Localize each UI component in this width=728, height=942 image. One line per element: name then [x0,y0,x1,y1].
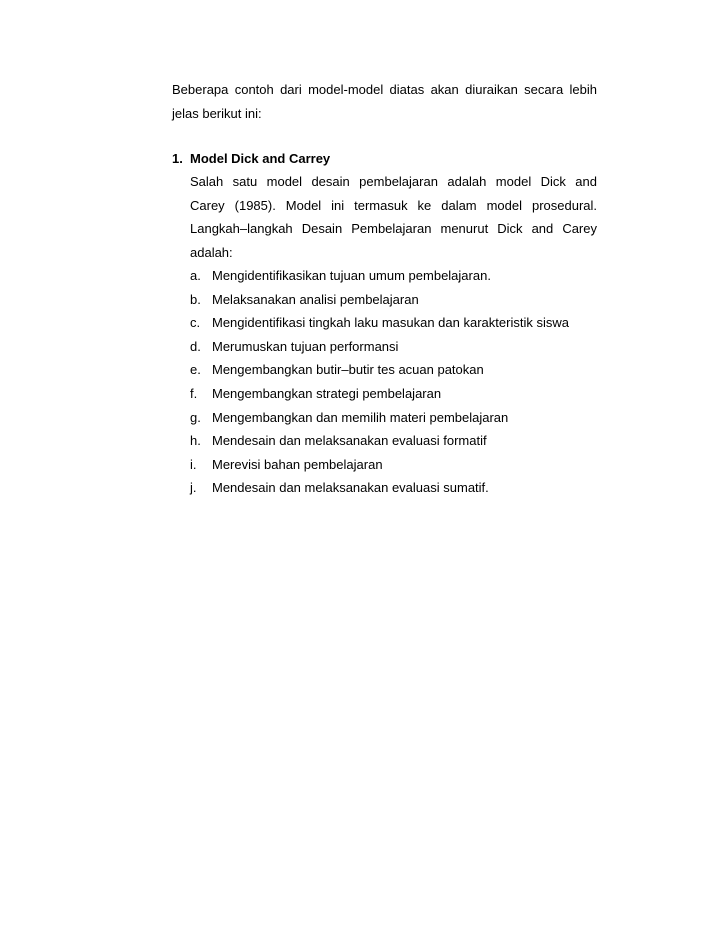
list-item-text: Melaksanakan analisi pembelajaran [212,291,419,307]
list-item-text: Merevisi bahan pembelajaran [212,456,383,472]
list-marker: j. [190,480,197,496]
list-item [190,264,597,288]
list-marker: g. [190,409,201,425]
list-item [190,453,597,477]
section-title: Model Dick and Carrey [190,151,331,166]
intro-line: Beberapa contoh dari model-model diatas akan diuraikan secara lebih [172,82,597,97]
list-marker: c. [190,315,201,331]
list-item-text: Mengembangkan dan memilih materi pembelajaran [212,409,509,425]
paragraph-line: adalah: [190,244,233,260]
section-paragraph [190,170,597,264]
list-item-text: Merumuskan tujuan performansi [212,338,399,354]
section-number: 1. [172,151,183,166]
section-heading [172,148,597,170]
list-item [190,335,597,359]
intro-line: jelas berikut ini: [172,106,262,121]
list-marker: f. [190,385,198,401]
list-item-text: Mengembangkan strategi pembelajaran [212,385,442,401]
list-marker: d. [190,338,201,354]
list-item [190,288,597,312]
list-item-text: Mengembangkan butir–butir tes acuan patokan [212,362,484,378]
paragraph-line: Salah satu model desain pembelajaran adalah model Dick and [190,174,597,189]
intro-paragraph [172,78,597,126]
section-dick-and-carey [172,148,597,500]
list-item-text: Mendesain dan melaksanakan evaluasi sumatif. [212,480,489,496]
list-item [190,429,597,453]
paragraph-line: Langkah–langkah Desain Pembelajaran menurut Dick and Carey [190,221,597,236]
list-item-text: Mengidentifikasi tingkah laku masukan dan karakteristik siswa [212,315,569,331]
list-item [190,311,597,335]
list-item [190,476,597,500]
list-marker: a. [190,268,201,283]
list-marker: e. [190,362,201,378]
list-marker: b. [190,291,201,307]
list-item-text: Mengidentifikasikan tujuan umum pembelajaran. [212,268,491,283]
list-item [190,382,597,406]
list-item-text: Mendesain dan melaksanakan evaluasi formatif [212,433,487,449]
list-item [190,406,597,430]
list-marker: h. [190,433,201,449]
list-marker: i. [190,456,197,472]
list-item [190,358,597,382]
steps-list [190,264,597,500]
paragraph-line: Carey (1985). Model ini termasuk ke dalam model prosedural. [190,197,597,213]
